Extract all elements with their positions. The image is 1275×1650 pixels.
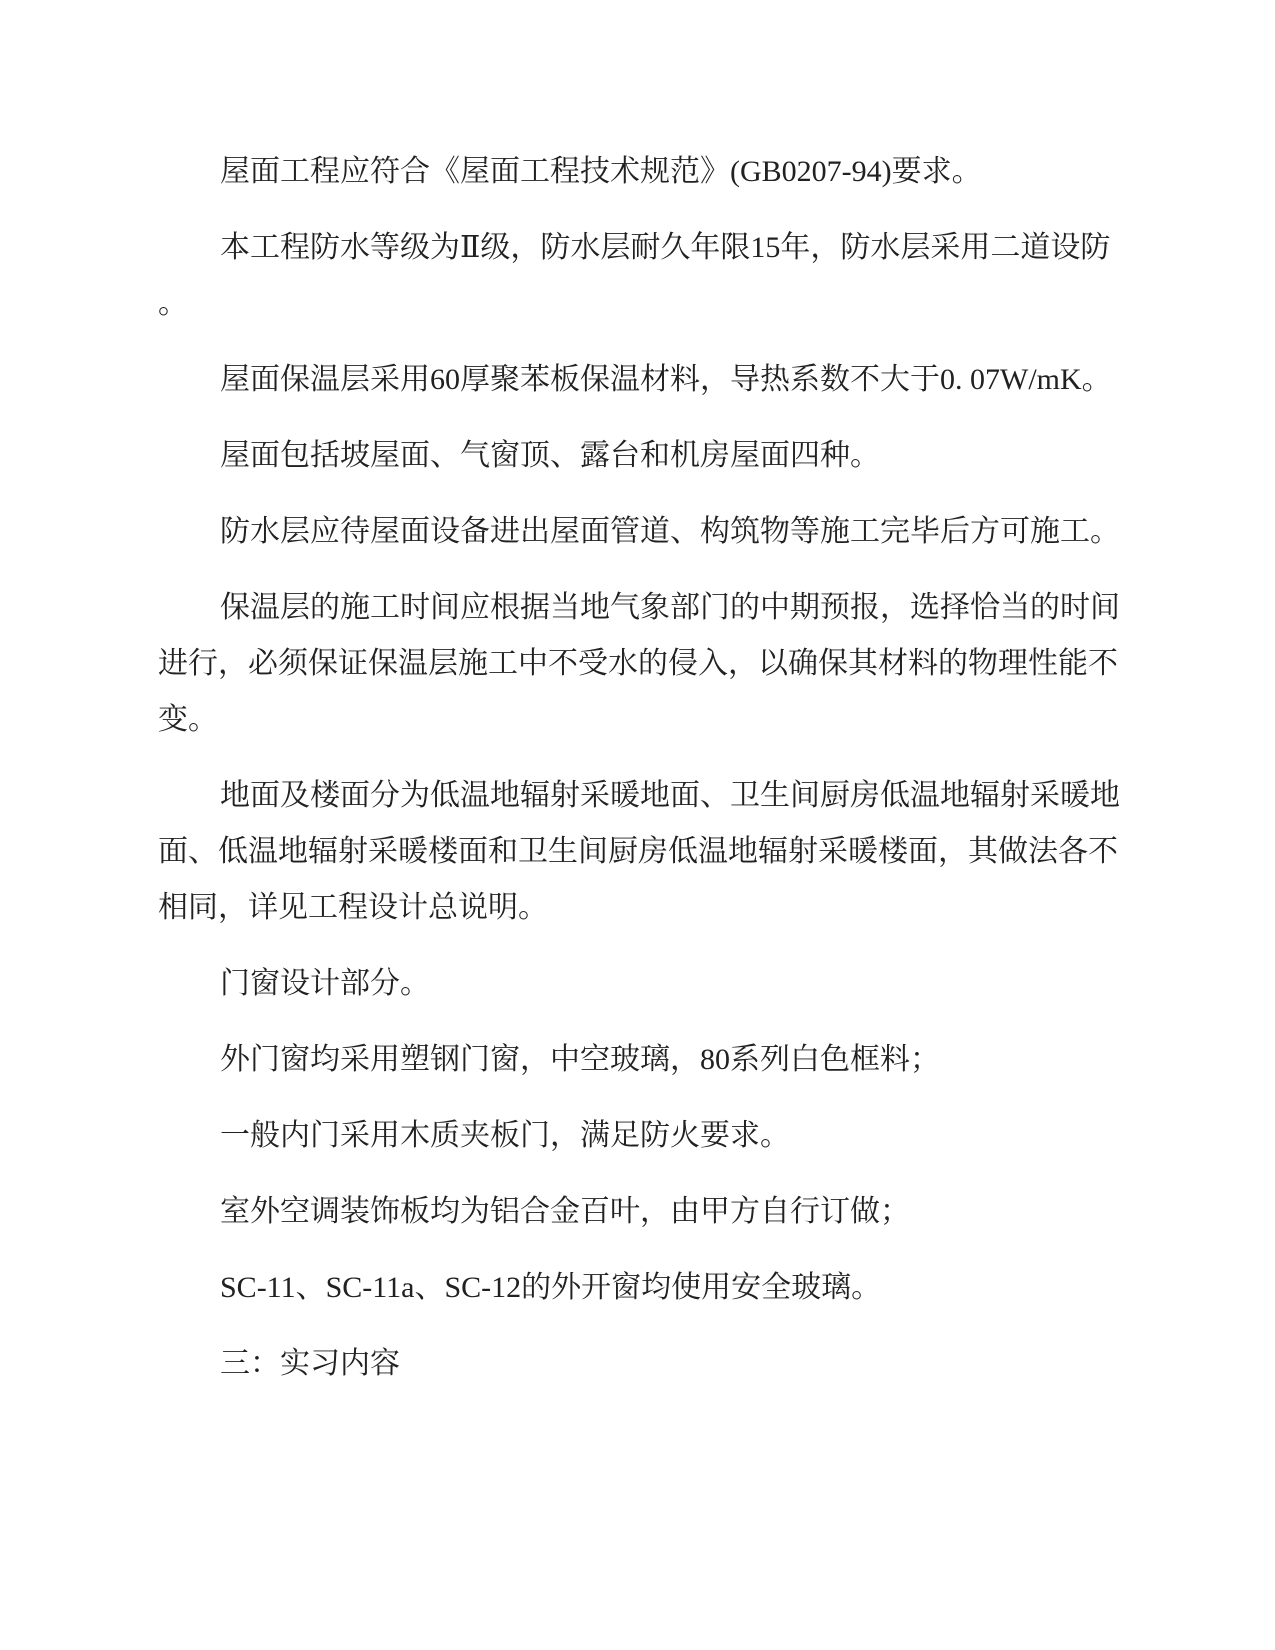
text-line: 保温层的施工时间应根据当地气象部门的中期预报，选择恰当的时间 xyxy=(220,591,1120,624)
text-line: 本工程防水等级为Ⅱ级，防水层耐久年限15年，防水层采用二道设防 xyxy=(220,231,1111,264)
text-line: 相同，详见工程设计总说明。 xyxy=(158,891,548,924)
text-line: 进行，必须保证保温层施工中不受水的侵入，以确保其材料的物理性能不 xyxy=(158,647,1118,680)
paragraph xyxy=(158,1184,1128,1240)
paragraph xyxy=(158,144,1128,200)
text-line: 变。 xyxy=(158,703,218,736)
paragraph xyxy=(158,580,1128,748)
text-line: 防水层应待屋面设备进出屋面管道、构筑物等施工完毕后方可施工。 xyxy=(220,515,1120,548)
text-line: 三：实习内容 xyxy=(220,1347,400,1380)
paragraph xyxy=(158,1260,1128,1316)
paragraph xyxy=(158,768,1128,936)
paragraph xyxy=(158,504,1128,560)
text-line: 一般内门采用木质夹板门，满足防火要求。 xyxy=(220,1119,790,1152)
text-line: 。 xyxy=(158,287,188,320)
text-line: 屋面包括坡屋面、气窗顶、露台和机房屋面四种。 xyxy=(220,439,880,472)
text-line: 室外空调装饰板均为铝合金百叶，由甲方自行订做； xyxy=(220,1195,910,1228)
paragraph xyxy=(158,220,1128,332)
paragraph xyxy=(158,956,1128,1012)
paragraph xyxy=(158,1336,1128,1392)
text-line: 地面及楼面分为低温地辐射采暖地面、卫生间厨房低温地辐射采暖地 xyxy=(220,779,1120,812)
paragraph xyxy=(158,1108,1128,1164)
text-line: 门窗设计部分。 xyxy=(220,967,430,1000)
text-line: 外门窗均采用塑钢门窗，中空玻璃，80系列白色框料； xyxy=(220,1043,940,1076)
text-line: SC-11、SC-11a、SC-12的外开窗均使用安全玻璃。 xyxy=(220,1271,882,1304)
text-line: 屋面工程应符合《屋面工程技术规范》(GB0207-94)要求。 xyxy=(220,155,982,188)
text-line: 屋面保温层采用60厚聚苯板保温材料，导热系数不大于0. 07W/mK。 xyxy=(220,363,1112,396)
paragraph xyxy=(158,428,1128,484)
paragraph xyxy=(158,1032,1128,1088)
text-line: 面、低温地辐射采暖楼面和卫生间厨房低温地辐射采暖楼面，其做法各不 xyxy=(158,835,1118,868)
paragraph xyxy=(158,352,1128,408)
document-body xyxy=(158,144,1128,1412)
